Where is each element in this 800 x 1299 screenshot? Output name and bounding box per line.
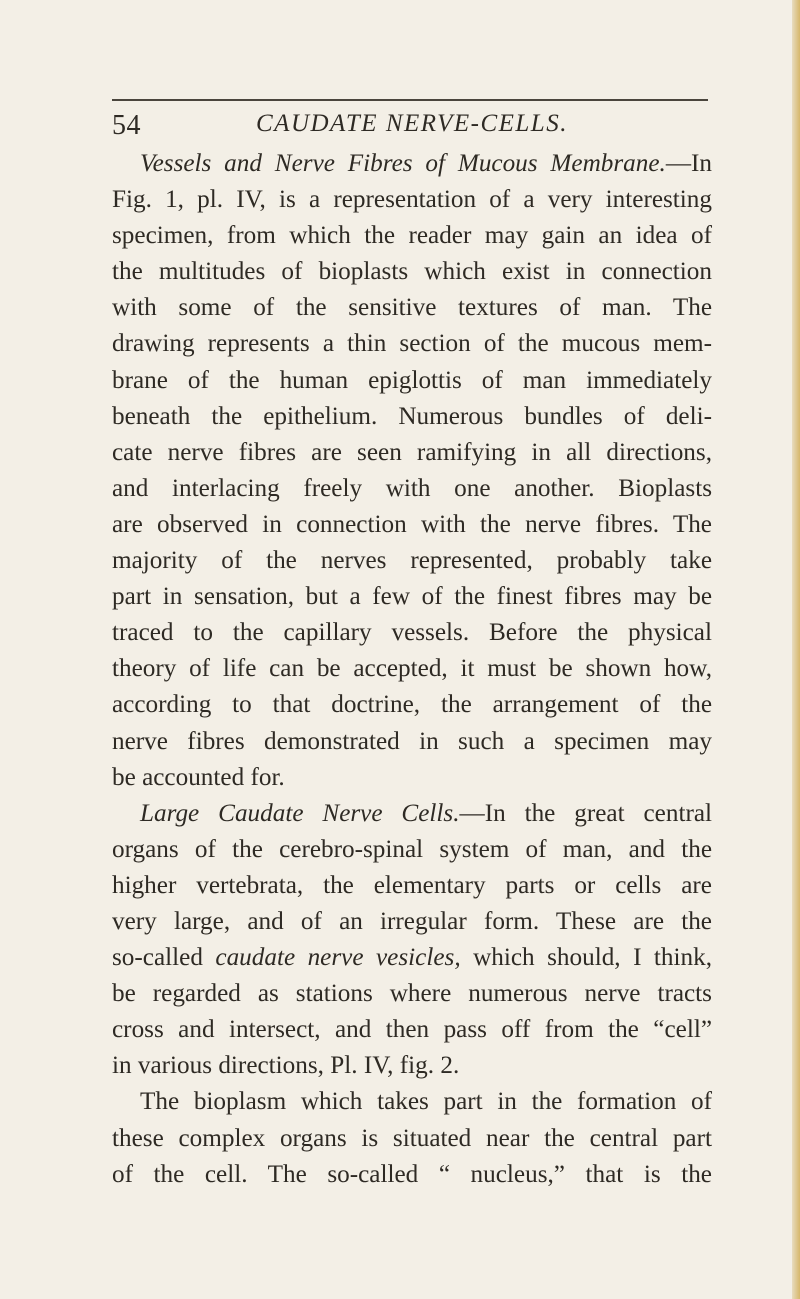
text-line: cate nerve fibres are seen ramifying in all directions, (112, 438, 712, 466)
text-line: so-called caudate nerve vesicles, which should, I think, (112, 944, 712, 972)
text-line: Fig. 1, pl. IV, is a representation of a very interesting (112, 186, 712, 214)
text-line: cross and intersect, and then pass off from the “cell” (112, 1016, 712, 1044)
text-line: and interlacing freely with one another. Bioplasts (112, 474, 712, 502)
text-line: specimen, from which the reader may gain an idea of (112, 222, 712, 250)
page-edge (792, 0, 800, 1299)
text-line: very large, and of an irregular form. These are the (112, 907, 712, 935)
header-rule (112, 99, 708, 101)
text-line: these complex organs is situated near the central part (112, 1124, 712, 1152)
text-line: The bioplasm which takes part in the formation of (140, 1088, 712, 1116)
text-line: brane of the human epiglottis of man immediately (112, 366, 712, 394)
text-line: theory of life can be accepted, it must be shown how, (112, 655, 712, 683)
text-line: of the cell. The so-called “ nucleus,” that is the (112, 1160, 712, 1188)
text-line: with some of the sensitive textures of man. The (112, 294, 712, 322)
text-line: organs of the cerebro-spinal system of man, and the (112, 835, 712, 863)
section-heading: Large Caudate Nerve Cells. (140, 799, 460, 827)
page-header (112, 108, 712, 148)
text-line: drawing represents a thin section of the mucous mem- (112, 330, 712, 358)
text-line: according to that doctrine, the arrangement of the (112, 691, 712, 719)
running-head: CAUDATE NERVE-CELLS. (256, 110, 568, 137)
italic-term: caudate nerve vesicles, (215, 944, 461, 972)
text-line: traced to the capillary vessels. Before the physical (112, 619, 712, 647)
text-line: majority of the nerves represented, probably take (112, 547, 712, 575)
text-line: are observed in connection with the nerve fibres. The (112, 510, 712, 538)
page-number: 54 (112, 110, 141, 141)
text-line: part in sensation, but a few of the finest fibres may be (112, 583, 712, 611)
text-line: Vessels and Nerve Fibres of Mucous Membrane.—In (140, 150, 712, 177)
section-heading: Vessels and Nerve Fibres of Mucous Membrane. (140, 150, 666, 177)
text-line: the multitudes of bioplasts which exist in connection (112, 258, 712, 286)
text-line: beneath the epithelium. Numerous bundles of deli- (112, 402, 712, 430)
text-line: higher vertebrata, the elementary parts or cells are (112, 871, 712, 899)
text-line: nerve fibres demonstrated in such a specimen may (112, 727, 712, 755)
body-text (112, 146, 712, 1193)
text-line: Large Caudate Nerve Cells.—In the great central (140, 799, 713, 827)
text-line: be accounted for. (112, 763, 285, 791)
text-line: in various directions, Pl. IV, fig. 2. (112, 1052, 460, 1080)
text-line: be regarded as stations where numerous nerve tracts (112, 980, 712, 1008)
